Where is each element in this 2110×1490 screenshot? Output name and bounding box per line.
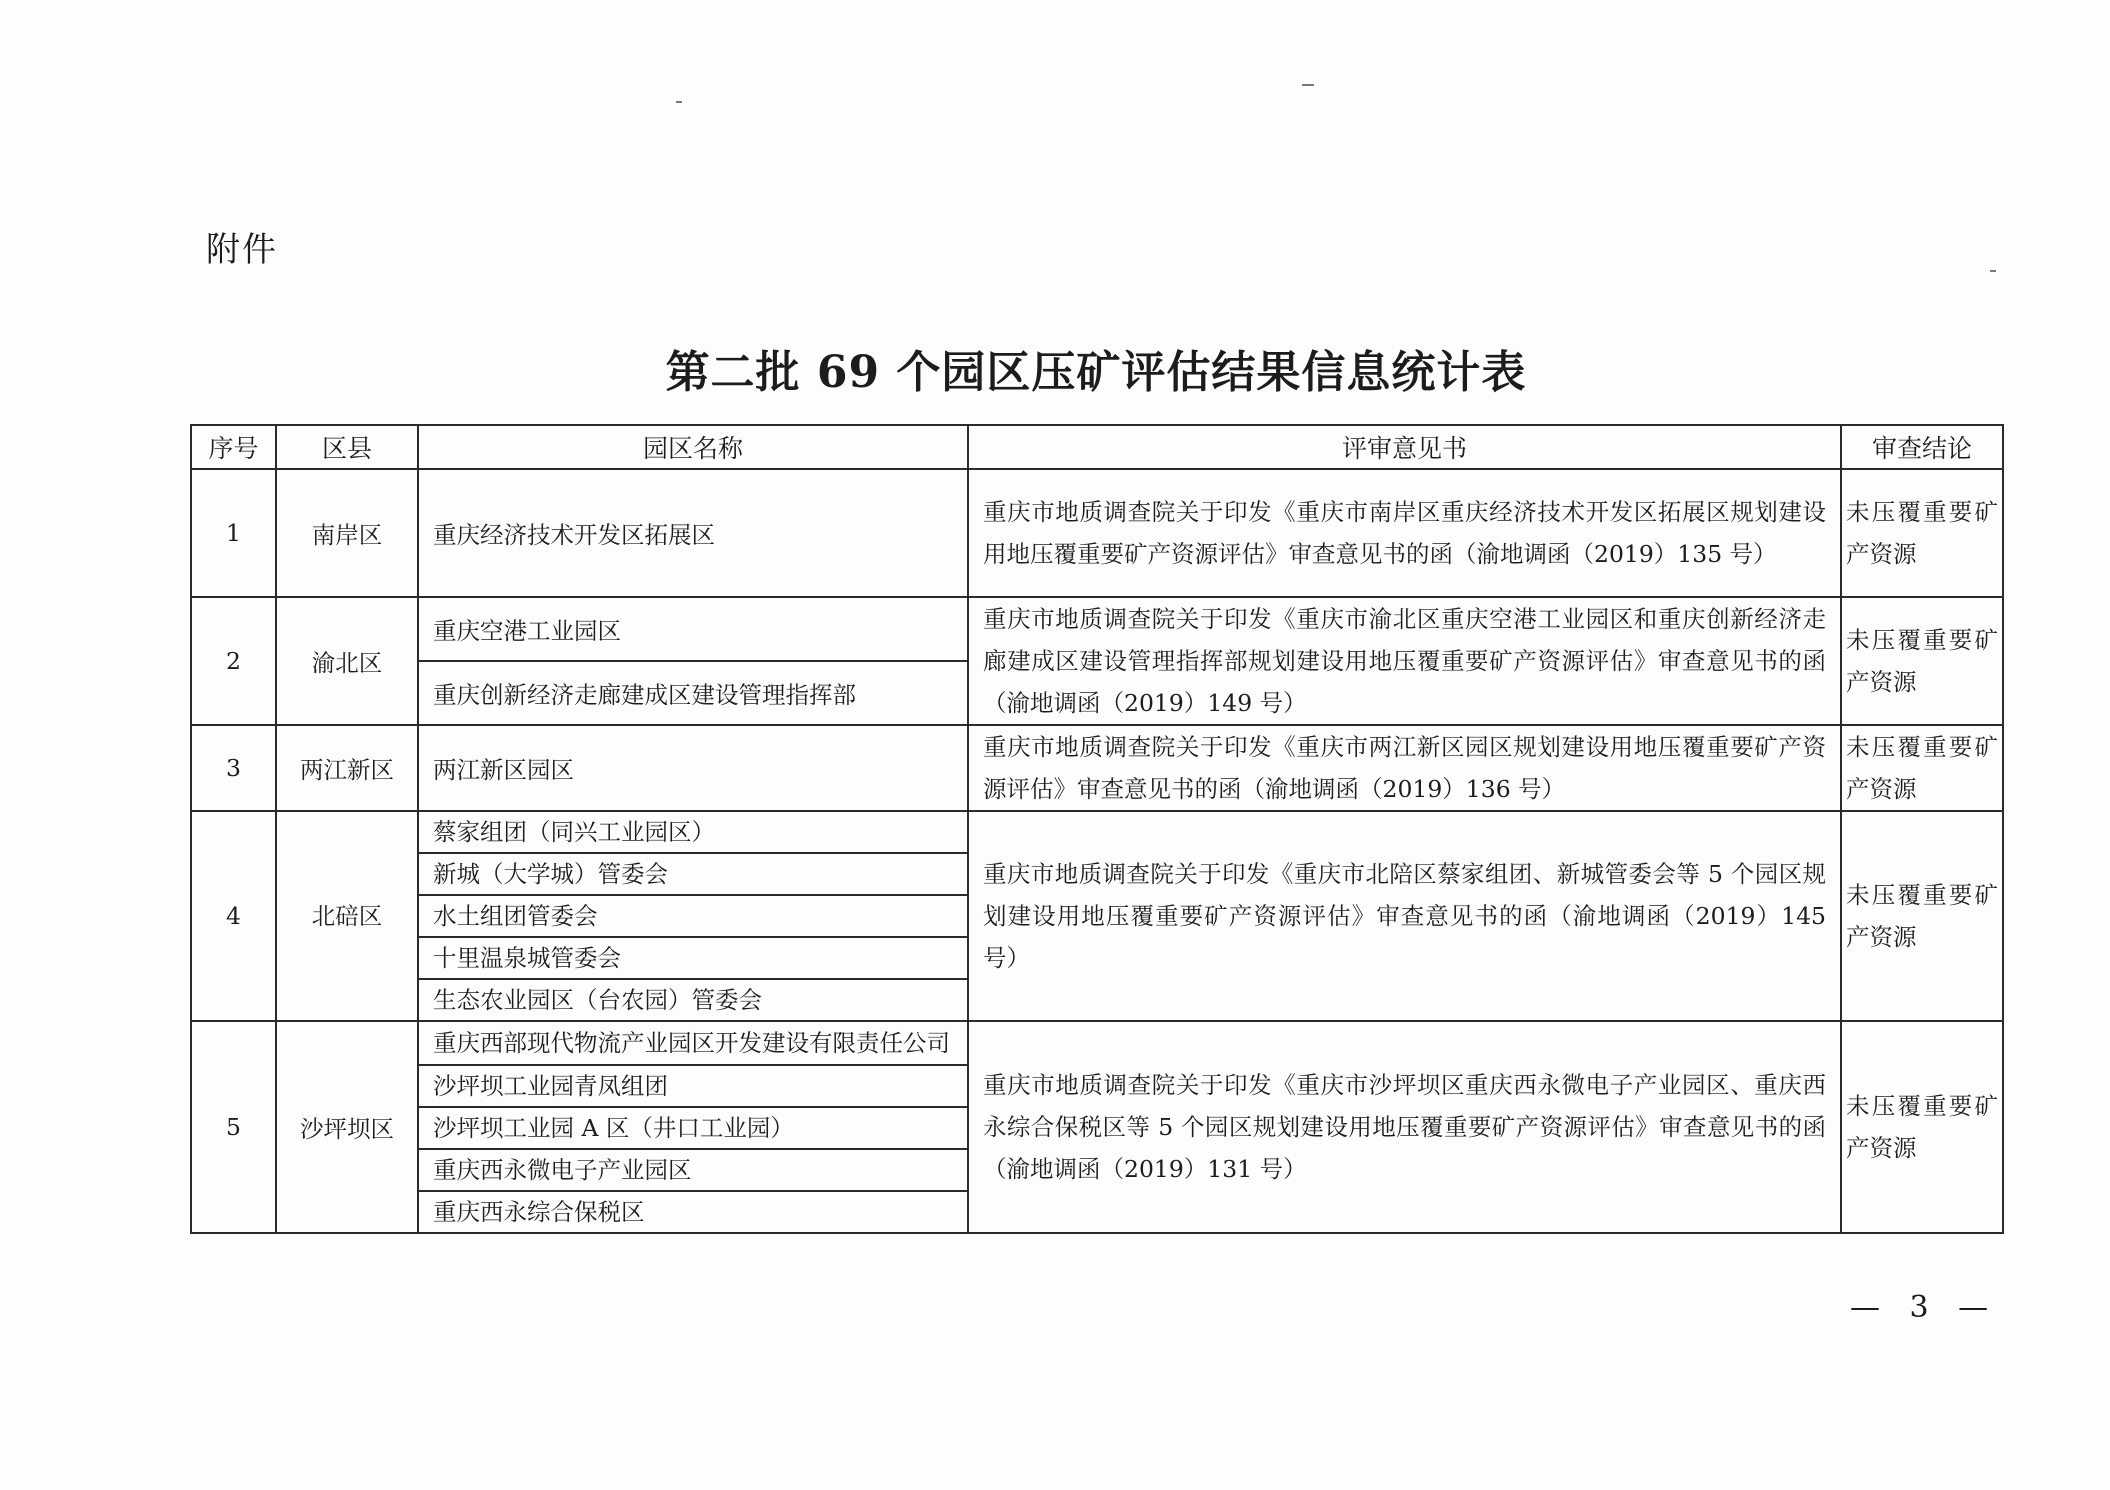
park-name: 十里温泉城管委会 [418, 937, 968, 979]
table-row [191, 725, 2003, 811]
conclusion: 未压覆重要矿产资源 [1841, 1021, 2003, 1233]
park-name: 新城（大学城）管委会 [418, 853, 968, 895]
park-name: 重庆经济技术开发区拓展区 [418, 469, 968, 597]
conclusion: 未压覆重要矿产资源 [1841, 811, 2003, 1021]
county: 渝北区 [276, 597, 418, 725]
county: 两江新区 [276, 725, 418, 811]
serial-no: 2 [191, 597, 276, 725]
review-opinion: 重庆市地质调查院关于印发《重庆市北陪区蔡家组团、新城管委会等 5 个园区规划建设用地压覆重要矿产资源评估》审查意见书的函（渝地调函（2019）145 号） [968, 811, 1841, 1021]
park-name: 重庆创新经济走廊建成区建设管理指挥部 [418, 661, 968, 725]
header-park-name: 园区名称 [418, 425, 968, 469]
header-serial-no: 序号 [191, 425, 276, 469]
park-name: 生态农业园区（台农园）管委会 [418, 979, 968, 1021]
review-opinion: 重庆市地质调查院关于印发《重庆市渝北区重庆空港工业园区和重庆创新经济走廊建成区建设管理指挥部规划建设用地压覆重要矿产资源评估》审查意见书的函（渝地调函（2019）149 号） [968, 597, 1841, 725]
scan-speck [1302, 84, 1314, 86]
park-name: 重庆西部现代物流产业园区开发建设有限责任公司 [418, 1021, 968, 1065]
table-row [191, 469, 2003, 597]
county: 沙坪坝区 [276, 1021, 418, 1233]
page-number: — 3 — [1850, 1290, 1999, 1325]
table-row [191, 811, 2003, 853]
scan-speck [1990, 270, 1996, 272]
park-name: 两江新区园区 [418, 725, 968, 811]
header-conclusion: 审查结论 [1841, 425, 2003, 469]
county: 南岸区 [276, 469, 418, 597]
table-row [191, 1021, 2003, 1065]
scan-speck [676, 101, 682, 103]
park-name: 重庆西永综合保税区 [418, 1191, 968, 1233]
table-row [191, 597, 2003, 661]
review-opinion: 重庆市地质调查院关于印发《重庆市两江新区园区规划建设用地压覆重要矿产资源评估》审查意见书的函（渝地调函（2019）136 号） [968, 725, 1841, 811]
header-county: 区县 [276, 425, 418, 469]
results-table [190, 424, 2004, 1234]
park-name: 重庆西永微电子产业园区 [418, 1149, 968, 1191]
document-title: 第二批 69 个园区压矿评估结果信息统计表 [665, 347, 1527, 398]
park-name: 重庆空港工业园区 [418, 597, 968, 661]
review-opinion: 重庆市地质调查院关于印发《重庆市南岸区重庆经济技术开发区拓展区规划建设用地压覆重要矿产资源评估》审查意见书的函（渝地调函（2019）135 号） [968, 469, 1841, 597]
conclusion: 未压覆重要矿产资源 [1841, 597, 2003, 725]
serial-no: 1 [191, 469, 276, 597]
county: 北碚区 [276, 811, 418, 1021]
review-opinion: 重庆市地质调查院关于印发《重庆市沙坪坝区重庆西永微电子产业园区、重庆西永综合保税区等 5 个园区规划建设用地压覆重要矿产资源评估》审查意见书的函（渝地调函（2019）131 号） [968, 1021, 1841, 1233]
park-name: 蔡家组团（同兴工业园区） [418, 811, 968, 853]
conclusion: 未压覆重要矿产资源 [1841, 725, 2003, 811]
park-name: 沙坪坝工业园 A 区（井口工业园） [418, 1107, 968, 1149]
serial-no: 3 [191, 725, 276, 811]
attachment-label: 附件 [206, 230, 278, 270]
header-review-opinion: 评审意见书 [968, 425, 1841, 469]
park-name: 水土组团管委会 [418, 895, 968, 937]
park-name: 沙坪坝工业园青凤组团 [418, 1065, 968, 1107]
table-header-row [191, 425, 2003, 469]
serial-no: 5 [191, 1021, 276, 1233]
serial-no: 4 [191, 811, 276, 1021]
conclusion: 未压覆重要矿产资源 [1841, 469, 2003, 597]
